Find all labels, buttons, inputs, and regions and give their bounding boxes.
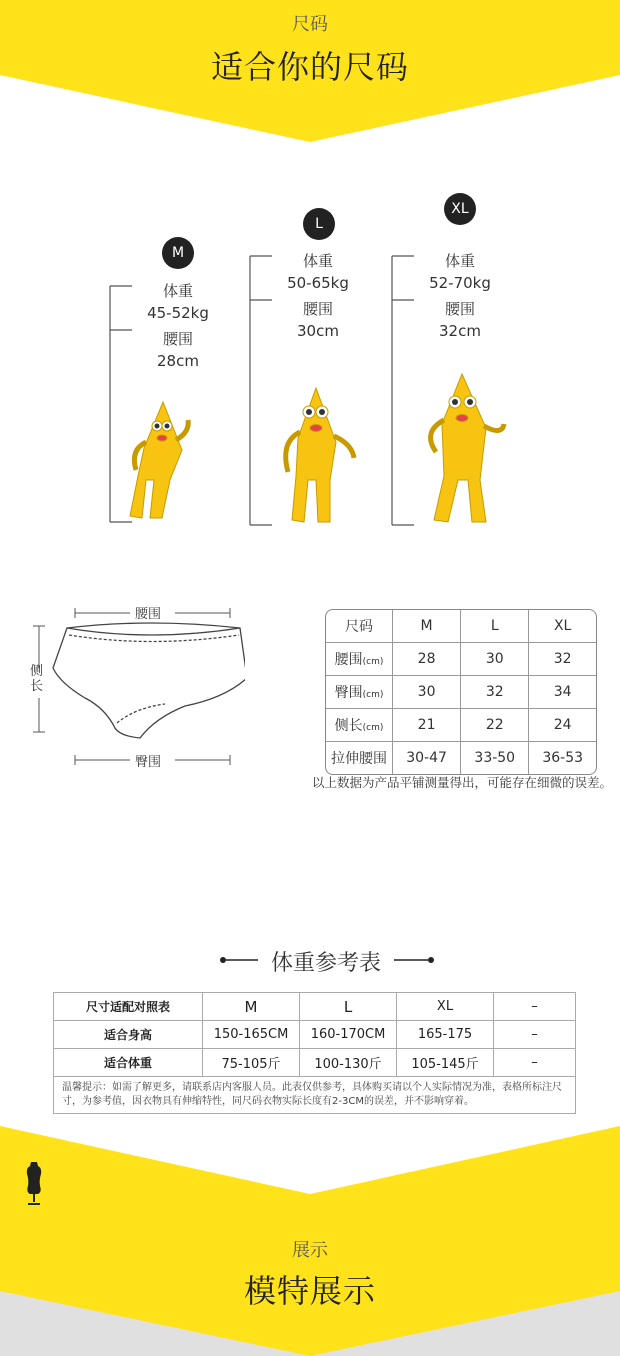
section-subtitle: 展示 bbox=[292, 1240, 328, 1261]
table-row bbox=[54, 993, 576, 1021]
garment-diagram bbox=[25, 598, 245, 773]
row-label-text: 臀围 bbox=[334, 685, 363, 701]
height-bracket-l bbox=[250, 256, 272, 525]
table-cell: 75-105斤 bbox=[203, 1049, 300, 1077]
table-row bbox=[54, 1021, 576, 1049]
size-table-header-cell: 尺码 bbox=[326, 610, 393, 643]
briefs-outline bbox=[53, 623, 245, 738]
size-m-waist: 28cm bbox=[157, 352, 199, 370]
table-row bbox=[326, 676, 596, 709]
row-label-unit: (cm) bbox=[362, 723, 384, 733]
mascot-xl bbox=[431, 374, 504, 522]
size-xl-waist: 32cm bbox=[439, 322, 481, 340]
table-row bbox=[54, 1077, 576, 1114]
table-header-cell: M bbox=[203, 993, 300, 1021]
size-table bbox=[325, 609, 597, 775]
size-table-header-cell: L bbox=[461, 610, 529, 643]
mannequin-icon bbox=[22, 1160, 46, 1208]
header-subtitle: 尺码 bbox=[292, 14, 328, 35]
mascot-m bbox=[130, 402, 188, 518]
table-cell: – bbox=[494, 1021, 576, 1049]
row-label: 适合体重 bbox=[54, 1049, 203, 1077]
table-cell: 34 bbox=[529, 676, 596, 709]
row-label bbox=[326, 709, 393, 742]
height-bracket-m bbox=[110, 286, 132, 522]
size-m-weight-label: 体重 bbox=[162, 282, 193, 300]
height-figures bbox=[0, 180, 620, 540]
row-label-unit: (cm) bbox=[362, 690, 384, 700]
section-title: 模特展示 bbox=[243, 1272, 376, 1310]
size-xl-weight-label: 体重 bbox=[444, 252, 475, 270]
table-cell: – bbox=[494, 1049, 576, 1077]
size-badge-m: M bbox=[162, 237, 194, 269]
row-label bbox=[326, 742, 393, 774]
size-l-waist: 30cm bbox=[297, 322, 339, 340]
table-cell: 30 bbox=[393, 676, 461, 709]
table-cell: 33-50 bbox=[461, 742, 529, 774]
table-row bbox=[326, 643, 596, 676]
title-deco-right bbox=[394, 954, 436, 966]
row-label-text: 腰围 bbox=[334, 652, 363, 668]
row-label: 适合身高 bbox=[54, 1021, 203, 1049]
table-cell: 21 bbox=[393, 709, 461, 742]
table-cell: 100-130斤 bbox=[300, 1049, 397, 1077]
table-cell: 22 bbox=[461, 709, 529, 742]
table-cell: 32 bbox=[529, 643, 596, 676]
warm-tip: 温馨提示：如需了解更多，请联系店内客服人员。此表仅供参考，具体购买请以个人实际情况为准，表格所标注尺寸，为参考值，因衣物具有伸缩特性，同尺码衣物实际长度有2-3CM的误差，并不影响穿着。 bbox=[54, 1077, 576, 1114]
size-xl-weight: 52-70kg bbox=[429, 274, 491, 292]
table-cell: 32 bbox=[461, 676, 529, 709]
table-cell: 24 bbox=[529, 709, 596, 742]
size-table-header-cell: M bbox=[393, 610, 461, 643]
weight-ref-title: 体重参考表 bbox=[270, 951, 381, 976]
table-header-cell: XL bbox=[397, 993, 494, 1021]
weight-ref-table bbox=[53, 992, 576, 1114]
table-row bbox=[326, 742, 596, 774]
table-row bbox=[326, 709, 596, 742]
row-label bbox=[326, 676, 393, 709]
size-l-weight-label: 体重 bbox=[302, 252, 333, 270]
size-xl-waist-label: 腰围 bbox=[444, 300, 475, 318]
table-cell: 165-175 bbox=[397, 1021, 494, 1049]
diagram-hip-label: 臀围 bbox=[135, 755, 162, 770]
row-label-text: 拉伸腰围 bbox=[331, 751, 387, 767]
table-cell: 28 bbox=[393, 643, 461, 676]
table-header-cell: L bbox=[300, 993, 397, 1021]
size-badge-l: L bbox=[303, 208, 335, 240]
size-m-weight: 45-52kg bbox=[147, 304, 209, 322]
size-m-waist-label: 腰围 bbox=[162, 330, 193, 348]
table-cell: 30-47 bbox=[393, 742, 461, 774]
size-table-header bbox=[326, 610, 596, 643]
size-table-header-cell: XL bbox=[529, 610, 596, 643]
size-badge-xl: XL bbox=[444, 193, 476, 225]
page-title: 适合你的尺码 bbox=[210, 48, 409, 86]
diagram-waist-label: 腰围 bbox=[135, 607, 162, 622]
row-label-unit: (cm) bbox=[362, 657, 384, 667]
title-deco-left bbox=[218, 954, 260, 966]
table-cell: 105-145斤 bbox=[397, 1049, 494, 1077]
measurement-note: 以上数据为产品平铺测量得出，可能存在细微的误差。 bbox=[311, 775, 612, 790]
table-header-cell: 尺寸适配对照表 bbox=[54, 993, 203, 1021]
mascot-l bbox=[286, 388, 354, 522]
row-label-text: 侧长 bbox=[334, 718, 363, 734]
table-header-cell: – bbox=[494, 993, 576, 1021]
size-l-weight: 50-65kg bbox=[287, 274, 349, 292]
table-cell: 160-170CM bbox=[300, 1021, 397, 1049]
row-label bbox=[326, 643, 393, 676]
table-cell: 150-165CM bbox=[203, 1021, 300, 1049]
table-row bbox=[54, 1049, 576, 1077]
diagram-side-label: 侧长 bbox=[30, 664, 44, 694]
table-cell: 36-53 bbox=[542, 750, 584, 766]
table-cell: 30 bbox=[461, 643, 529, 676]
size-l-waist-label: 腰围 bbox=[302, 300, 333, 318]
height-bracket-xl bbox=[392, 256, 414, 525]
